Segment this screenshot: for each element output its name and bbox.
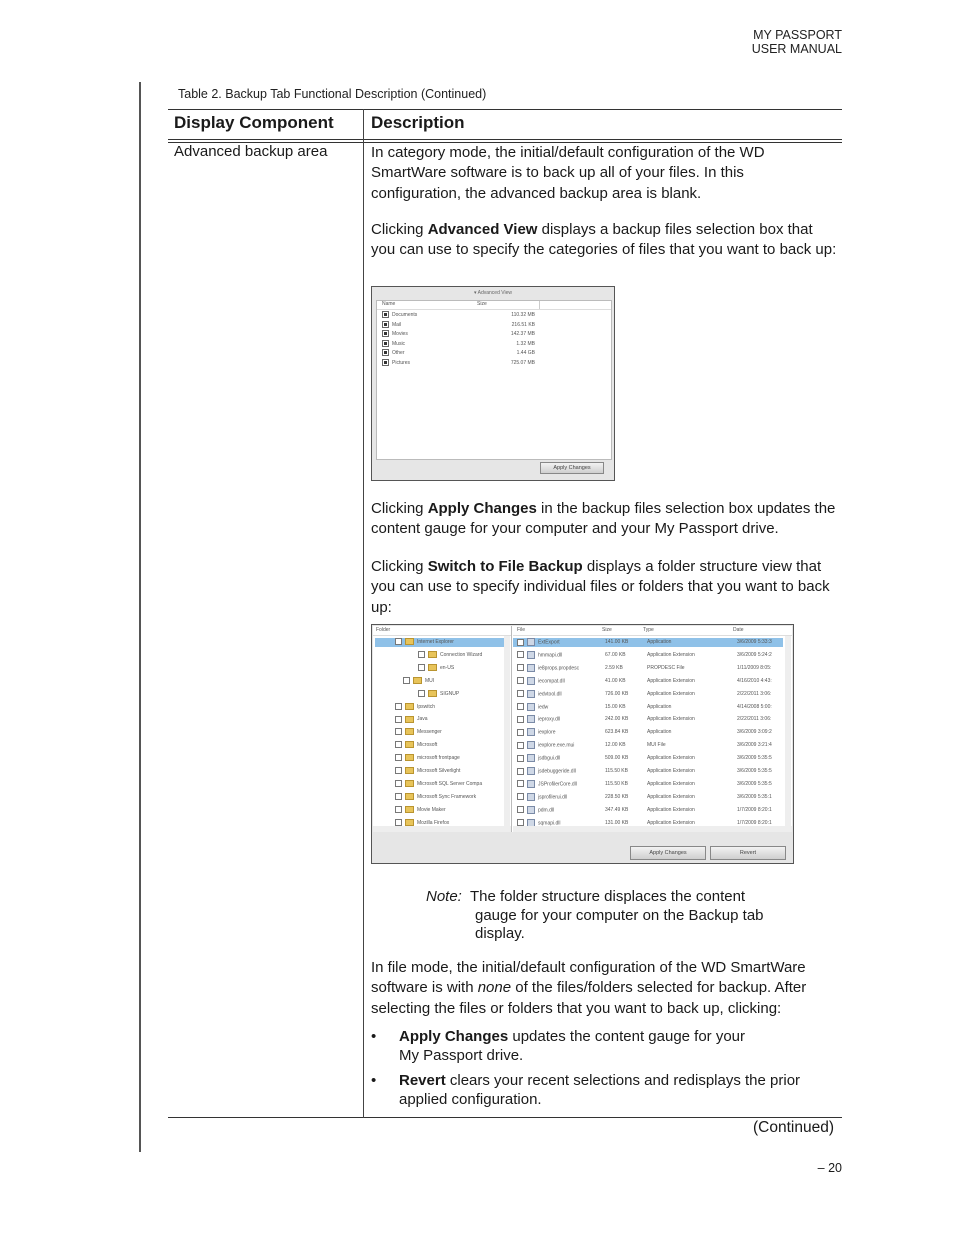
folder-row[interactable] xyxy=(373,793,503,802)
checkbox[interactable] xyxy=(382,359,389,366)
category-name: Pictures xyxy=(392,359,411,366)
checkbox[interactable] xyxy=(418,664,425,671)
column-separator xyxy=(363,109,364,1118)
bold-switch-to-file-backup: Switch to File Backup xyxy=(427,558,583,575)
folder-row[interactable] xyxy=(373,677,503,686)
file-name: jsprofilerui.dll xyxy=(538,794,568,801)
category-row[interactable] xyxy=(377,321,611,330)
checkbox[interactable] xyxy=(395,780,402,787)
continued-label: (Continued) xyxy=(753,1119,834,1136)
category-row[interactable] xyxy=(377,330,611,339)
file-icon xyxy=(527,767,535,775)
file-name: iecompat.dll xyxy=(538,678,565,685)
file-row[interactable] xyxy=(513,651,783,660)
file-name: iedw xyxy=(538,703,549,710)
folder-name: Connection Wizard xyxy=(440,651,483,658)
checkbox[interactable] xyxy=(395,638,402,645)
checkbox[interactable] xyxy=(517,768,524,775)
file-name: ie8props.propdesc xyxy=(538,665,580,672)
text-run: applied configuration. xyxy=(399,1090,542,1108)
checkbox[interactable] xyxy=(395,819,402,826)
file-icon xyxy=(527,677,535,685)
checkbox[interactable] xyxy=(395,767,402,774)
file-row[interactable] xyxy=(513,703,783,712)
checkbox[interactable] xyxy=(418,690,425,697)
text-run: of the files/folders selected for backup. After selecting the files or folders that you want to back up, clicking: xyxy=(371,979,807,1017)
folder-pane xyxy=(373,626,512,832)
folder-row[interactable] xyxy=(373,715,503,724)
file-name: JSProfilerCore.dll xyxy=(538,781,577,788)
col-header-description: Description xyxy=(371,113,465,132)
file-size: 509.00 KB xyxy=(605,755,629,762)
text-run: displays a backup files selection box that you can use to specify the categories of files that you want to back up: xyxy=(371,221,837,259)
folder-icon xyxy=(405,741,414,748)
note-label: Note: xyxy=(426,888,462,905)
running-header xyxy=(752,28,842,56)
file-icon xyxy=(527,638,535,646)
checkbox[interactable] xyxy=(517,703,524,710)
paragraph-file-mode xyxy=(371,958,837,1019)
folder-row[interactable] xyxy=(373,741,503,750)
bold-advanced-view: Advanced View xyxy=(427,221,538,238)
checkbox[interactable] xyxy=(395,793,402,800)
bullet-dot: • xyxy=(371,1072,377,1089)
folder-icon xyxy=(428,664,437,671)
file-name: pdm.dll xyxy=(538,807,555,814)
col-header-display-component: Display Component xyxy=(174,113,334,132)
folder-name: Movie Maker xyxy=(417,806,446,813)
file-type: Application Extension xyxy=(647,651,695,658)
folder-hscrollbar[interactable] xyxy=(373,826,511,832)
col-size: Size xyxy=(477,301,487,307)
file-scrollbar[interactable] xyxy=(785,636,791,826)
file-size: 623.84 KB xyxy=(605,729,629,736)
folder-row[interactable] xyxy=(373,703,503,712)
category-size: 142.37 MB xyxy=(510,331,535,337)
note-line2: gauge for your computer on the Backup tab xyxy=(475,906,764,924)
category-row[interactable] xyxy=(377,359,611,368)
text-run: My Passport drive. xyxy=(399,1046,524,1064)
file-type: Application xyxy=(647,639,672,645)
text-run: clears your recent selections and redisplays the prior xyxy=(445,1072,801,1089)
file-date: 1/7/2009 8:20:1 xyxy=(737,806,772,813)
folder-name: Microsoft Silverlight xyxy=(417,768,461,774)
folder-name: Internet Explorer xyxy=(417,639,454,645)
category-name: Other xyxy=(392,350,405,356)
category-row[interactable] xyxy=(377,340,611,349)
checkbox[interactable] xyxy=(517,755,524,762)
file-name: ieproxy.dll xyxy=(538,716,561,723)
category-name: Music xyxy=(392,340,406,347)
category-size: 725.07 MB xyxy=(510,359,535,366)
file-date: 3/6/2009 3:09:2 xyxy=(737,729,772,736)
file-date: 1/11/2009 8:05: xyxy=(737,664,772,671)
folder-name: Microsoft xyxy=(417,742,438,749)
folder-icon xyxy=(405,638,414,645)
folder-icon xyxy=(405,767,414,774)
file-size: 131.00 KB xyxy=(605,819,629,826)
file-size: 115.50 KB xyxy=(605,768,628,774)
file-date: 3/6/2009 3:21:4 xyxy=(737,742,772,749)
file-size: 141.00 KB xyxy=(605,639,629,645)
text-run: Clicking xyxy=(371,500,428,517)
file-row[interactable] xyxy=(513,806,783,815)
file-type: Application Extension xyxy=(647,690,695,697)
file-size: 228.50 KB xyxy=(605,793,629,800)
row-label: Advanced backup area xyxy=(174,143,328,160)
file-icon xyxy=(527,690,535,698)
file-row[interactable] xyxy=(513,780,783,789)
text-run: Clicking xyxy=(371,221,428,238)
advanced-view-screenshot xyxy=(371,286,615,481)
file-type: Application Extension xyxy=(647,806,695,813)
file-size: 67.00 KB xyxy=(605,651,626,658)
file-date: 2/22/2011 3:06: xyxy=(737,716,772,723)
file-size: 2.59 KB xyxy=(605,664,623,671)
note-block xyxy=(426,888,826,944)
file-row[interactable] xyxy=(513,715,783,724)
category-name: Mail xyxy=(392,321,402,328)
folder-name: Messenger xyxy=(417,729,442,736)
bold-apply-changes: Apply Changes xyxy=(427,500,537,517)
col-date: Date xyxy=(733,627,744,633)
file-date: 4/14/2008 5:00: xyxy=(737,703,772,710)
file-date: 3/6/2009 5:35:5 xyxy=(737,755,772,762)
checkbox[interactable] xyxy=(382,340,389,347)
file-type: Application Extension xyxy=(647,793,695,800)
category-row[interactable] xyxy=(377,349,611,358)
bullet-dot: • xyxy=(371,1028,377,1045)
col-folder: Folder xyxy=(376,627,391,633)
folder-name: Ipswitch xyxy=(417,703,436,710)
folder-name: en-US xyxy=(440,664,455,671)
folder-scrollbar[interactable] xyxy=(504,636,510,826)
file-size: 41.00 KB xyxy=(605,677,626,684)
col-size: Size xyxy=(602,627,612,633)
header-line2: USER MANUAL xyxy=(751,42,842,56)
file-row[interactable] xyxy=(513,767,783,776)
checkbox[interactable] xyxy=(395,754,402,761)
file-type: Application Extension xyxy=(647,780,695,787)
file-name: ExtExport xyxy=(538,639,560,646)
paragraph-category-mode xyxy=(371,143,837,204)
file-type: Application xyxy=(647,703,672,710)
file-name: iexplore xyxy=(538,729,556,736)
file-row[interactable] xyxy=(513,664,783,673)
folder-row[interactable] xyxy=(373,754,503,763)
file-row[interactable] xyxy=(513,754,783,763)
folder-name: Microsoft SQL Server Compa xyxy=(417,780,483,787)
paragraph-apply-changes xyxy=(371,499,837,540)
paragraph-advanced-view xyxy=(371,220,837,261)
checkbox[interactable] xyxy=(395,806,402,813)
file-row[interactable] xyxy=(513,793,783,802)
file-size: 15.00 KB xyxy=(605,703,626,710)
checkbox[interactable] xyxy=(382,349,389,356)
paragraph-text: In category mode, the initial/default configuration of the WD SmartWare software is to back up all of your files. In this configuration, the advanced backup area is blank. xyxy=(371,144,765,202)
file-name: iedvtool.dll xyxy=(538,690,562,697)
checkbox[interactable] xyxy=(382,311,389,318)
table-bottom-rule xyxy=(168,1117,842,1118)
file-type: Application Extension xyxy=(647,755,695,762)
checkbox[interactable] xyxy=(517,780,524,787)
checkbox[interactable] xyxy=(418,651,425,658)
folder-row[interactable] xyxy=(373,780,503,789)
file-type: Application Extension xyxy=(647,677,695,684)
file-icon xyxy=(527,793,535,801)
folder-name: Microsoft Sync Framework xyxy=(417,793,477,800)
folder-icon xyxy=(405,780,414,787)
category-row[interactable] xyxy=(377,311,611,320)
file-size: 242.00 KB xyxy=(605,716,629,723)
file-row[interactable] xyxy=(513,638,783,647)
list-header xyxy=(377,301,611,310)
file-size: 726.00 KB xyxy=(605,690,629,697)
file-icon xyxy=(527,754,535,762)
folder-row[interactable] xyxy=(373,690,503,699)
checkbox[interactable] xyxy=(517,639,524,646)
bold-apply-changes-2: Apply Changes xyxy=(399,1028,509,1045)
file-icon xyxy=(527,703,535,711)
browser-panes xyxy=(373,626,792,832)
folder-icon xyxy=(405,793,414,800)
file-name: jsdbgui.dll xyxy=(538,755,561,762)
file-type: Application Extension xyxy=(647,716,695,723)
category-size: 1.44 GB xyxy=(516,350,535,356)
checkbox[interactable] xyxy=(395,728,402,735)
paragraph-switch-file-backup xyxy=(371,557,837,618)
folder-name: Java xyxy=(417,716,428,723)
checkbox[interactable] xyxy=(395,703,402,710)
note-line1: The folder structure displaces the content xyxy=(469,888,746,905)
file-icon xyxy=(527,806,535,814)
file-date: 3/6/2009 5:35:5 xyxy=(737,768,772,774)
file-name: hmmapi.dll xyxy=(538,652,563,659)
folder-name: microsoft frontpage xyxy=(417,755,460,762)
file-icon xyxy=(527,741,535,749)
file-name: jsdebuggeride.dll xyxy=(538,768,576,775)
change-bar xyxy=(139,82,141,1152)
file-type: Application Extension xyxy=(647,819,695,826)
category-size: 216.51 KB xyxy=(511,321,535,328)
file-date: 2/22/2011 3:06: xyxy=(737,690,772,697)
file-row[interactable] xyxy=(513,690,783,699)
checkbox[interactable] xyxy=(517,677,524,684)
table-caption: Table 2. Backup Tab Functional Description (Continued) xyxy=(178,87,487,101)
header-rule-1 xyxy=(168,139,842,140)
file-type: Application Extension xyxy=(647,768,695,774)
file-name: sqmapi.dll xyxy=(538,819,561,826)
text-run: displays a folder structure view that you can use to specify individual files or folders that you want to back up: xyxy=(371,558,830,616)
col-type: Type xyxy=(643,627,654,633)
checkbox[interactable] xyxy=(382,330,389,337)
page-number: – 20 xyxy=(817,1161,842,1175)
folder-icon xyxy=(405,819,414,826)
folder-name: Mozilla Firefox xyxy=(417,819,450,826)
category-list xyxy=(376,300,612,460)
checkbox[interactable] xyxy=(395,741,402,748)
file-icon xyxy=(527,664,535,672)
category-name: Movies xyxy=(392,331,408,337)
advanced-view-title: ▾ Advanced View xyxy=(474,290,512,296)
file-icon xyxy=(527,715,535,723)
checkbox[interactable] xyxy=(517,742,524,749)
file-row[interactable] xyxy=(513,741,783,750)
folder-row[interactable] xyxy=(373,651,503,660)
italic-none: none xyxy=(477,979,512,997)
file-date: 1/7/2009 8:20:1 xyxy=(737,819,772,826)
file-size: 115.50 KB xyxy=(605,780,628,787)
folder-row[interactable] xyxy=(373,664,503,673)
file-size: 347.49 KB xyxy=(605,806,629,813)
folder-icon xyxy=(405,703,414,710)
folder-row[interactable] xyxy=(373,767,503,776)
apply-changes-button-1[interactable]: Apply Changes xyxy=(540,462,604,474)
file-row[interactable] xyxy=(513,728,783,737)
note-line3: display. xyxy=(475,925,525,942)
file-pane xyxy=(513,626,792,832)
file-hscrollbar[interactable] xyxy=(513,826,792,832)
bold-revert: Revert xyxy=(399,1072,446,1089)
file-date: 3/6/2009 5:35:5 xyxy=(737,780,772,787)
file-date: 3/6/2009 5:33:3 xyxy=(737,639,772,645)
text-run: updates the content gauge for your xyxy=(508,1028,746,1045)
folder-icon xyxy=(413,677,422,684)
checkbox[interactable] xyxy=(517,651,524,658)
file-icon xyxy=(527,780,535,788)
file-type: PROPDESC File xyxy=(647,664,685,671)
folder-icon xyxy=(405,728,414,735)
text-run: in the backup files selection box updates the content gauge for your computer and your My Passport drive. xyxy=(371,500,836,538)
checkbox[interactable] xyxy=(403,677,410,684)
folder-icon xyxy=(405,716,414,723)
table-top-rule xyxy=(168,109,842,110)
file-row[interactable] xyxy=(513,677,783,686)
file-size: 12.00 KB xyxy=(605,742,626,749)
header-line1: MY PASSPORT xyxy=(753,28,842,42)
file-icon xyxy=(527,728,535,736)
file-icon xyxy=(527,651,535,659)
category-name: Documents xyxy=(392,312,418,318)
description-table xyxy=(168,109,842,1118)
text-run: Clicking xyxy=(371,558,428,575)
checkbox[interactable] xyxy=(517,793,524,800)
folder-row[interactable] xyxy=(373,728,503,737)
checkbox[interactable] xyxy=(517,690,524,697)
revert-button[interactable]: Revert xyxy=(710,846,786,860)
col-file: File xyxy=(517,627,526,633)
checkbox[interactable] xyxy=(517,806,524,813)
text-run: In file mode, the initial/default configuration of the WD SmartWare software is with xyxy=(371,959,806,997)
category-size: 1.32 MB xyxy=(516,340,535,347)
checkbox[interactable] xyxy=(395,716,402,723)
folder-structure-screenshot xyxy=(371,624,794,864)
folder-icon xyxy=(405,754,414,761)
folder-icon xyxy=(428,651,437,658)
category-size: 110.32 MB xyxy=(511,312,535,318)
folder-name: MUI xyxy=(425,677,435,684)
checkbox[interactable] xyxy=(517,716,524,723)
folder-icon xyxy=(428,690,437,697)
apply-changes-button-2[interactable]: Apply Changes xyxy=(630,846,706,860)
file-date: 4/16/2010 4:43: xyxy=(737,677,772,684)
file-date: 3/6/2009 5:35:1 xyxy=(737,793,772,800)
file-date: 3/6/2009 5:24:2 xyxy=(737,651,772,658)
file-type: Application xyxy=(647,729,672,736)
checkbox[interactable] xyxy=(517,664,524,671)
checkbox[interactable] xyxy=(517,729,524,736)
checkbox[interactable] xyxy=(382,321,389,328)
file-type: MUI File xyxy=(647,742,666,749)
folder-row[interactable] xyxy=(375,638,505,647)
folder-icon xyxy=(405,806,414,813)
folder-name: SIGNUP xyxy=(440,690,460,697)
file-name: iexplore.exe.mui xyxy=(538,742,575,749)
folder-row[interactable] xyxy=(373,806,503,815)
col-name: Name xyxy=(382,301,396,307)
